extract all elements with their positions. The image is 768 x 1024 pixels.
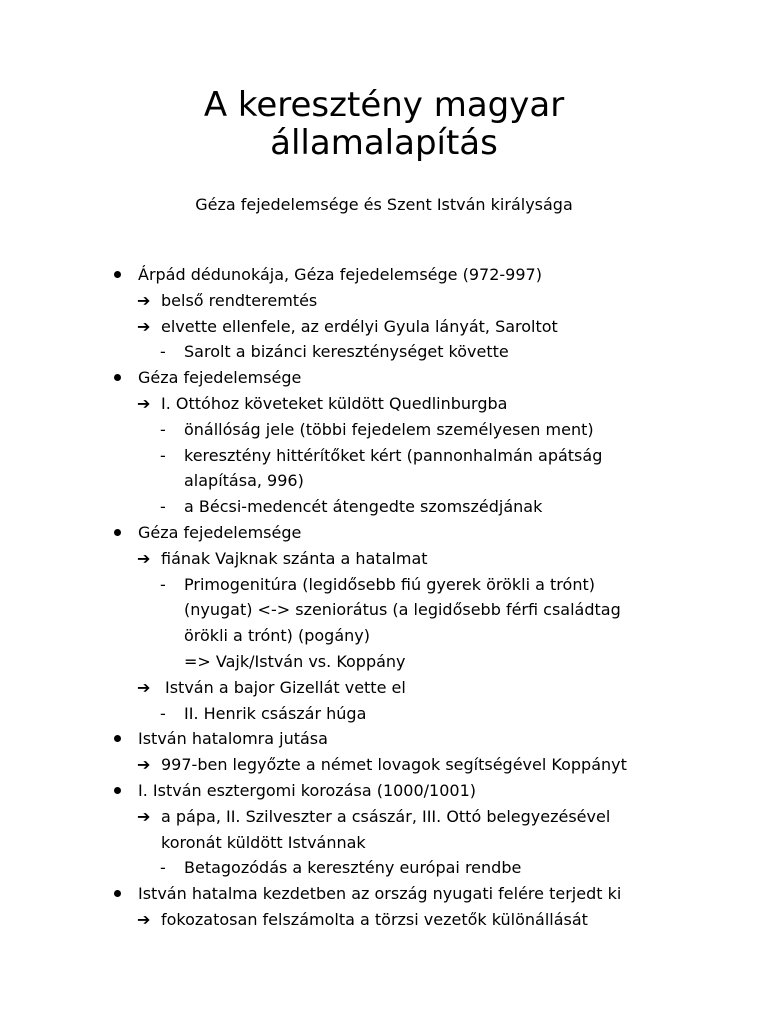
list-item bbox=[0, 365, 768, 391]
list-item bbox=[0, 546, 768, 572]
list-item-continuation bbox=[0, 468, 768, 494]
bullet-text: Géza fejedelemsége bbox=[138, 368, 302, 388]
arrow-right-icon: ➔ bbox=[137, 316, 151, 336]
list-item bbox=[0, 726, 768, 752]
dash-marker: - bbox=[160, 497, 166, 517]
dash-text: a Bécsi-medencét átengedte szomszédjának bbox=[184, 497, 543, 517]
list-item bbox=[0, 804, 768, 830]
dash-text: Sarolt a bizánci kereszténységet követte bbox=[184, 342, 509, 362]
list-item bbox=[0, 572, 768, 598]
list-item-continuation bbox=[0, 649, 768, 675]
list-item bbox=[0, 314, 768, 340]
list-item bbox=[0, 339, 768, 365]
list-item bbox=[0, 288, 768, 314]
arrow-text: fiának Vajknak szánta a hatalmat bbox=[161, 548, 428, 568]
list-item-continuation bbox=[0, 830, 768, 856]
list-item-continuation bbox=[0, 597, 768, 623]
list-item bbox=[0, 881, 768, 907]
dash-marker: - bbox=[160, 858, 166, 878]
bullet-text: István hatalomra jutása bbox=[138, 729, 328, 749]
list-item bbox=[0, 778, 768, 804]
bullet-dot-icon bbox=[114, 271, 121, 278]
list-item bbox=[0, 262, 768, 288]
list-item bbox=[0, 701, 768, 727]
list-item bbox=[0, 494, 768, 520]
list-item bbox=[0, 417, 768, 443]
document-title bbox=[0, 86, 768, 162]
arrow-right-icon: ➔ bbox=[137, 548, 151, 568]
arrow-text: I. Ottóhoz követeket küldött Quedlinburgba bbox=[161, 393, 508, 413]
title-line-2: államalapítás bbox=[270, 123, 498, 163]
arrow-text: belső rendteremtés bbox=[161, 290, 318, 310]
dash-marker: - bbox=[160, 703, 166, 723]
dash-text: Primogenitúra (legidősebb fiú gyerek örökli a trónt) bbox=[184, 574, 595, 594]
dash-text: => Vajk/István vs. Koppány bbox=[184, 651, 406, 671]
dash-text: örökli a trónt) (pogány) bbox=[184, 626, 370, 646]
bullet-dot-icon bbox=[114, 529, 121, 536]
dash-text: Betagozódás a keresztény európai rendbe bbox=[184, 858, 522, 878]
arrow-text: koronát küldött Istvánnak bbox=[161, 832, 366, 852]
list-item bbox=[0, 752, 768, 778]
dash-text: alapítása, 996) bbox=[184, 471, 304, 491]
document-subtitle: Géza fejedelemsége és Szent István királysága bbox=[195, 195, 573, 214]
bullet-list bbox=[0, 262, 768, 933]
arrow-text: István a bajor Gizellát vette el bbox=[165, 677, 406, 697]
title-line-1: A keresztény magyar bbox=[203, 85, 565, 125]
list-item bbox=[0, 675, 768, 701]
bullet-text: Árpád dédunokája, Géza fejedelemsége (972-997) bbox=[138, 265, 542, 284]
arrow-text: a pápa, II. Szilveszter a császár, III. Ottó belegyezésével bbox=[161, 806, 611, 826]
arrow-right-icon: ➔ bbox=[137, 806, 151, 826]
dash-text: II. Henrik császár húga bbox=[184, 703, 367, 723]
dash-text: keresztény hittérítőket kért (pannonhalmán apátság bbox=[184, 445, 603, 465]
list-item bbox=[0, 391, 768, 417]
list-item bbox=[0, 855, 768, 881]
list-item bbox=[0, 443, 768, 469]
arrow-right-icon: ➔ bbox=[137, 393, 151, 413]
dash-marker: - bbox=[160, 342, 166, 362]
bullet-dot-icon bbox=[114, 374, 121, 381]
dash-text: önállóság jele (többi fejedelem személyesen ment) bbox=[184, 419, 594, 439]
arrow-text: fokozatosan felszámolta a törzsi vezetők különállását bbox=[161, 909, 588, 929]
bullet-text: Géza fejedelemsége bbox=[138, 522, 302, 542]
arrow-right-icon: ➔ bbox=[137, 290, 151, 310]
dash-marker: - bbox=[160, 445, 166, 465]
bullet-text: István hatalma kezdetben az ország nyugati felére terjedt ki bbox=[138, 884, 622, 904]
bullet-dot-icon bbox=[114, 890, 121, 897]
arrow-text: 997-ben legyőzte a német lovagok segítségével Koppányt bbox=[161, 755, 627, 775]
list-item-continuation bbox=[0, 623, 768, 649]
list-item bbox=[0, 907, 768, 933]
bullet-text: I. István esztergomi korozása (1000/1001) bbox=[138, 780, 477, 800]
arrow-right-icon: ➔ bbox=[137, 755, 151, 775]
arrow-text: elvette ellenfele, az erdélyi Gyula lányát, Saroltot bbox=[161, 316, 558, 336]
dash-marker: - bbox=[160, 574, 166, 594]
list-item bbox=[0, 520, 768, 546]
dash-marker: - bbox=[160, 419, 166, 439]
arrow-right-icon: ➔ bbox=[137, 677, 151, 697]
dash-text: (nyugat) <-> szeniorátus (a legidősebb férfi családtag bbox=[184, 600, 621, 620]
arrow-right-icon: ➔ bbox=[137, 909, 151, 929]
bullet-dot-icon bbox=[114, 787, 121, 794]
bullet-dot-icon bbox=[114, 735, 121, 742]
